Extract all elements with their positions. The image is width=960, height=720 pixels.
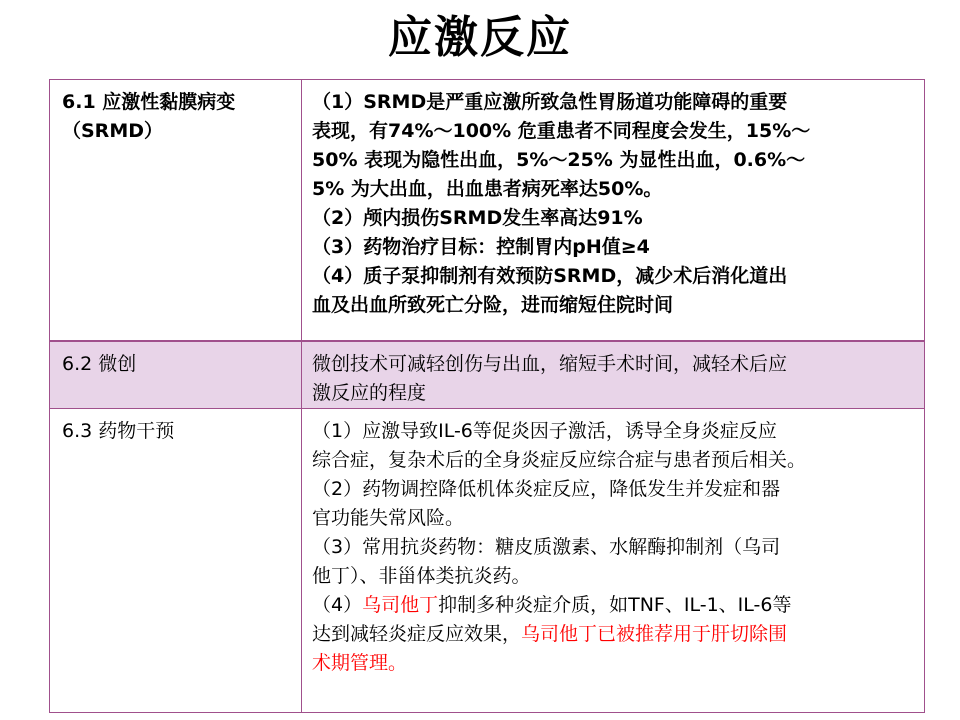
row-content-drug-intervention bbox=[302, 408, 925, 712]
row-content-srmd bbox=[302, 80, 925, 341]
table-row-drug-intervention bbox=[50, 408, 925, 712]
drug-line-7-suffix: 抑制多种炎症介质，如TNF、IL-1、IL-6等 bbox=[438, 593, 792, 616]
drug-line-8-highlight: 乌司他丁已被推荐用于肝切除围 bbox=[521, 622, 788, 645]
srmd-line-4: 5% 为大出血，出血患者病死率达50%。 bbox=[312, 178, 663, 200]
table-row-minimally-invasive bbox=[50, 341, 925, 409]
row-label-drug-intervention: 6.3 药物干预 bbox=[50, 408, 302, 712]
srmd-line-5: （2）颅内损伤SRMD发生率高达91% bbox=[312, 207, 643, 229]
srmd-line-7: （4）质子泵抑制剂有效预防SRMD，减少术后消化道出 bbox=[312, 265, 788, 287]
row-content-minimally-invasive bbox=[302, 341, 925, 409]
drug-line-8-text: 达到减轻炎症反应效果， bbox=[312, 622, 522, 645]
drug-line-5: （3）常用抗炎药物：糖皮质激素、水解酶抑制剂（乌司 bbox=[312, 535, 781, 558]
minimally-invasive-line-2: 激反应的程度 bbox=[312, 381, 427, 404]
drug-line-7-prefix: （4） bbox=[312, 593, 363, 616]
drug-line-9: 术期管理。 bbox=[312, 651, 408, 674]
srmd-line-6: （3）药物治疗目标：控制胃内pH值≥4 bbox=[312, 236, 650, 258]
srmd-line-3: 50% 表现为隐性出血，5%～25% 为显性出血，0.6%～ bbox=[312, 149, 806, 171]
row-label-minimally-invasive: 6.2 微创 bbox=[50, 341, 302, 409]
drug-line-2: 综合症，复杂术后的全身炎症反应综合症与患者预后相关。 bbox=[312, 448, 807, 471]
drug-line-4: 官功能失常风险。 bbox=[312, 506, 465, 529]
drug-line-8 bbox=[312, 620, 920, 649]
srmd-line-1: （1）SRMD是严重应激所致急性胃肠道功能障碍的重要 bbox=[312, 91, 788, 113]
row-label-srmd bbox=[50, 80, 302, 341]
minimally-invasive-line-1: 微创技术可减轻创伤与出血，缩短手术时间，减轻术后应 bbox=[312, 352, 788, 375]
drug-line-7-highlight: 乌司他丁 bbox=[362, 593, 439, 616]
srmd-line-8: 血及出血所致死亡分险，进而缩短住院时间 bbox=[312, 294, 674, 316]
row-label-srmd-line-1: 6.1 应激性黏膜病变 bbox=[62, 91, 236, 113]
table-row-srmd bbox=[50, 80, 925, 341]
row-label-srmd-line-2: （SRMD） bbox=[62, 120, 163, 142]
slide-title: 应激反应 bbox=[388, 12, 572, 63]
drug-line-7 bbox=[312, 591, 920, 620]
srmd-line-2: 表现，有74%～100% 危重患者不同程度会发生，15%～ bbox=[312, 120, 811, 142]
content-table bbox=[49, 79, 925, 713]
drug-line-6: 他丁）、非甾体类抗炎药。 bbox=[312, 564, 531, 587]
drug-line-3: （2）药物调控降低机体炎症反应，降低发生并发症和器 bbox=[312, 477, 781, 500]
drug-line-1: （1）应激导致IL-6等促炎因子激活，诱导全身炎症反应 bbox=[312, 419, 777, 442]
